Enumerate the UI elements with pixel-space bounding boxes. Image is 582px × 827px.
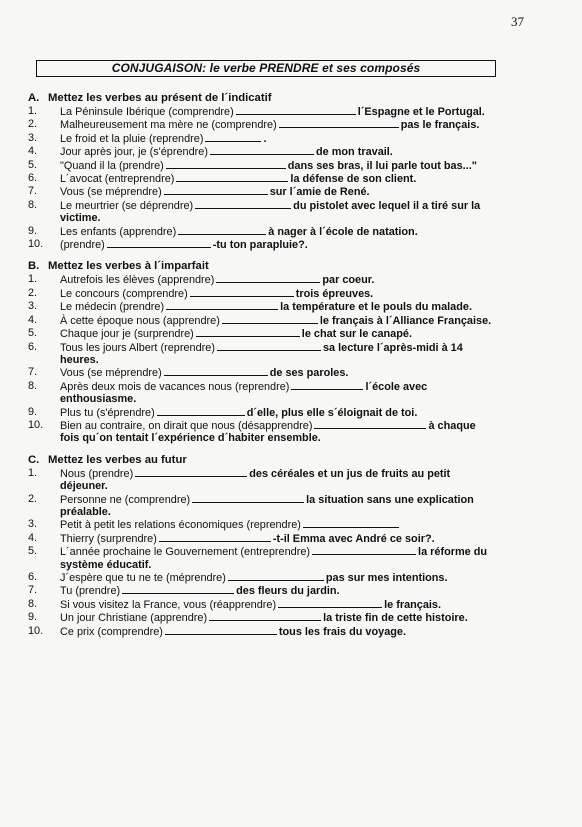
exercise-item [0, 238, 582, 251]
item-number: 9. [28, 611, 38, 624]
item-number: 5. [28, 545, 38, 558]
item-continuation: . [263, 132, 267, 145]
item-number: 10. [28, 418, 44, 431]
exercise-item [0, 625, 582, 638]
item-number: 5. [28, 158, 38, 171]
item-prompt: Personne ne (comprendre) [60, 493, 191, 506]
answer-blank[interactable] [209, 611, 321, 621]
item-continuation: sa lecture l´après-midi à 14 heures. [60, 341, 463, 366]
item-continuation: le chat sur le canapé. [301, 328, 412, 341]
exercise-item [0, 132, 582, 145]
item-continuation: la situation sans une explication préalable. [60, 493, 474, 518]
item-number: 8. [28, 379, 38, 392]
exercise-item [0, 598, 582, 611]
item-continuation: du pistolet avec lequel il a tiré sur la victime. [60, 199, 481, 225]
item-continuation: la réforme du système éducatif. [60, 546, 488, 571]
answer-blank[interactable] [210, 145, 314, 155]
item-continuation: pas le français. [400, 119, 480, 132]
item-continuation: d´elle, plus elle s´éloignait de toi. [246, 406, 418, 419]
answer-blank[interactable] [196, 327, 300, 337]
item-prompt: L´avocat (entreprendre) [60, 173, 175, 186]
item-number: 2. [28, 286, 38, 299]
item-number: 7. [28, 584, 38, 597]
item-prompt: L´année prochaine le Gouvernement (entreprendre) [60, 546, 311, 559]
item-prompt: Plus tu (s'éprendre) [60, 406, 155, 419]
item-number: 4. [28, 531, 38, 544]
section-letter: A. [28, 92, 40, 104]
exercise-item [0, 118, 582, 131]
item-prompt: "Quand il la (prendre) [60, 159, 164, 172]
exercise-item [0, 185, 582, 198]
exercise-content [0, 92, 582, 647]
item-prompt: Jour après jour, je (s'éprendre) [60, 146, 208, 159]
answer-blank[interactable] [216, 273, 320, 283]
item-continuation: par coeur. [322, 274, 375, 287]
answer-blank[interactable] [190, 287, 294, 297]
exercise-item [0, 611, 582, 624]
item-continuation: à chaque fois qu´on tentait l´expérience d´habiter ensemble. [60, 419, 476, 445]
exercise-item [0, 532, 582, 545]
item-number: 3. [28, 518, 38, 531]
item-prompt: Autrefois les élèves (apprendre) [60, 274, 215, 287]
section-heading [0, 454, 582, 467]
item-continuation: l´école avec enthousiasme. [60, 380, 428, 406]
section-heading [0, 260, 582, 273]
item-number: 8. [28, 198, 38, 211]
exercise-section [0, 454, 582, 638]
item-prompt: Tous les jours Albert (reprendre) [60, 341, 215, 354]
answer-blank[interactable] [135, 467, 247, 477]
item-continuation: pas sur mes intentions. [325, 572, 448, 584]
item-prompt: Le concours (comprendre) [60, 287, 188, 300]
section-heading-text: Mettez les verbes au futur [48, 453, 187, 466]
exercise-item [0, 225, 582, 238]
answer-blank[interactable] [236, 105, 356, 115]
answer-blank[interactable] [166, 300, 278, 310]
exercise-item [0, 545, 582, 571]
item-number: 9. [28, 224, 38, 237]
item-number: 4. [28, 313, 38, 326]
item-prompt: J´espère que tu ne te (méprendre) [60, 572, 226, 584]
item-prompt: Malheureusement ma mère ne (comprendre) [60, 119, 277, 132]
item-continuation: la triste fin de cette histoire. [323, 612, 468, 625]
answer-blank[interactable] [217, 341, 321, 351]
answer-blank[interactable] [122, 584, 234, 594]
answer-blank[interactable] [205, 132, 261, 142]
item-prompt: Si vous visitez la France, vous (réapprendre) [60, 598, 277, 611]
answer-blank[interactable] [159, 532, 271, 542]
answer-blank[interactable] [278, 598, 382, 608]
item-continuation: la défense de son client. [290, 173, 417, 186]
item-continuation: à nager à l´école de natation. [268, 225, 418, 238]
exercise-item [0, 172, 582, 185]
item-continuation: dans ses bras, il lui parle tout bas..." [287, 159, 477, 172]
item-continuation: le français à l´Alliance Française. [319, 314, 492, 327]
exercise-item [0, 380, 582, 406]
answer-blank[interactable] [312, 545, 416, 555]
item-number: 3. [28, 131, 38, 144]
exercise-item [0, 518, 582, 531]
item-prompt: Ce prix (comprendre) [60, 625, 163, 638]
item-number: 1. [28, 466, 38, 479]
item-number: 4. [28, 145, 38, 158]
page-title: CONJUGAISON: le verbe PRENDRE et ses composés [36, 60, 496, 77]
item-prompt: Le froid et la pluie (reprendre) [60, 132, 204, 145]
exercise-item [0, 467, 582, 493]
exercise-item [0, 199, 582, 225]
item-continuation: de mon travail. [315, 146, 393, 159]
answer-blank[interactable] [195, 199, 291, 209]
exercise-item [0, 571, 582, 584]
exercise-item [0, 327, 582, 340]
answer-blank[interactable] [303, 518, 399, 528]
item-continuation: sur l´amie de René. [269, 186, 370, 199]
exercise-item [0, 145, 582, 158]
item-number: 2. [28, 492, 38, 505]
item-continuation: tous les frais du voyage. [278, 625, 406, 638]
item-continuation: l´Espagne et le Portugal. [357, 106, 485, 118]
exercise-item [0, 584, 582, 597]
answer-blank[interactable] [164, 185, 268, 195]
exercise-item [0, 105, 582, 118]
answer-blank[interactable] [107, 238, 211, 248]
exercise-item [0, 273, 582, 286]
item-prompt: Petit à petit les relations économiques (reprendre) [60, 519, 301, 532]
item-number: 1. [28, 105, 38, 117]
item-continuation: -t-il Emma avec André ce soir?. [272, 532, 435, 545]
item-continuation: des céréales et un jus de fruits au petit déjeuner. [60, 467, 451, 493]
item-continuation: de ses paroles. [269, 367, 349, 380]
answer-blank[interactable] [314, 419, 426, 429]
item-number: 10. [28, 624, 44, 637]
item-continuation: -tu ton parapluie?. [212, 239, 308, 252]
item-continuation: le français. [384, 598, 441, 611]
answer-blank[interactable] [178, 225, 266, 235]
answer-blank[interactable] [176, 172, 288, 182]
item-number: 9. [28, 405, 38, 418]
item-number: 7. [28, 185, 38, 198]
item-prompt: Chaque jour je (surprendre) [60, 328, 194, 341]
section-letter: C. [28, 453, 40, 466]
exercise-item [0, 493, 582, 519]
answer-blank[interactable] [164, 366, 268, 376]
item-prompt: Nous (prendre) [60, 467, 134, 480]
answer-blank[interactable] [291, 380, 363, 390]
item-number: 6. [28, 340, 38, 353]
item-prompt: Bien au contraire, on dirait que nous (désapprendre) [60, 419, 313, 432]
item-number: 6. [28, 571, 38, 583]
item-prompt: Le meurtrier (se déprendre) [60, 199, 194, 212]
section-heading-text: Mettez les verbes à l´imparfait [48, 260, 209, 273]
exercise-item [0, 341, 582, 367]
item-continuation: trois épreuves. [295, 287, 374, 300]
item-number: 2. [28, 118, 38, 131]
exercise-section [0, 92, 582, 251]
exercise-item [0, 419, 582, 445]
item-prompt: (prendre) [60, 239, 105, 252]
section-heading [0, 92, 582, 105]
item-number: 8. [28, 597, 38, 610]
exercise-item [0, 300, 582, 313]
item-prompt: Un jour Christiane (apprendre) [60, 612, 208, 625]
answer-blank[interactable] [279, 118, 399, 128]
exercise-item [0, 366, 582, 379]
answer-blank[interactable] [222, 314, 318, 324]
item-number: 10. [28, 238, 44, 251]
item-prompt: Le médecin (prendre) [60, 301, 165, 314]
item-number: 6. [28, 172, 38, 185]
item-continuation: la température et le pouls du malade. [280, 301, 472, 314]
item-prompt: Thierry (surprendre) [60, 532, 157, 545]
item-continuation: des fleurs du jardin. [236, 585, 340, 598]
page-number: 37 [511, 14, 524, 29]
section-heading-text: Mettez les verbes au présent de l´indicatif [48, 92, 272, 104]
answer-blank[interactable] [157, 406, 245, 416]
section-letter: B. [28, 260, 40, 273]
item-number: 5. [28, 327, 38, 340]
answer-blank[interactable] [228, 571, 324, 581]
exercise-item [0, 287, 582, 300]
answer-blank[interactable] [165, 625, 277, 635]
item-prompt: La Péninsule Ibérique (comprendre) [60, 106, 234, 118]
item-prompt: Vous (se méprendre) [60, 186, 162, 199]
item-prompt: Vous (se méprendre) [60, 367, 162, 380]
answer-blank[interactable] [192, 493, 304, 503]
item-prompt: Les enfants (apprendre) [60, 225, 177, 238]
exercise-item [0, 406, 582, 419]
exercise-item [0, 159, 582, 172]
item-prompt: À cette époque nous (apprendre) [60, 314, 220, 327]
item-number: 3. [28, 300, 38, 313]
item-prompt: Après deux mois de vacances nous (reprendre) [60, 380, 290, 393]
exercise-item [0, 314, 582, 327]
item-number: 1. [28, 273, 38, 286]
item-prompt: Tu (prendre) [60, 585, 121, 598]
item-number: 7. [28, 366, 38, 379]
answer-blank[interactable] [166, 159, 286, 169]
exercise-section [0, 260, 582, 444]
